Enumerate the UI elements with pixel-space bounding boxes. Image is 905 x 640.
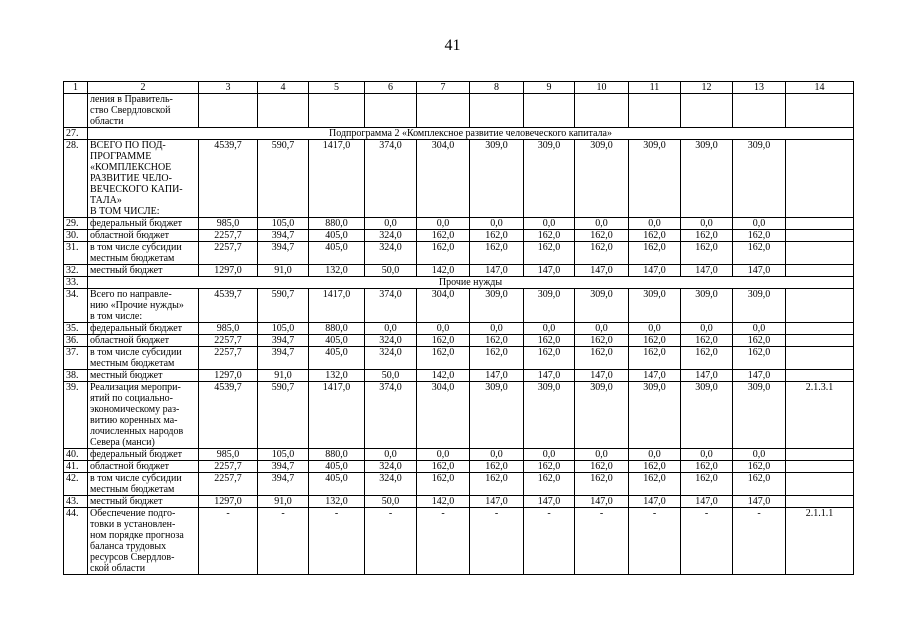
value-cell-col-3: 2257,7	[199, 242, 258, 265]
value-cell-col-3: 4539,7	[199, 140, 258, 218]
row-number: 37.	[64, 347, 88, 370]
value-cell-col-11: 162,0	[629, 335, 681, 347]
row-number: 27.	[64, 128, 88, 140]
value-cell-col-10: 147,0	[575, 265, 629, 277]
table-row	[64, 218, 854, 230]
value-cell-col-10: 162,0	[575, 473, 629, 496]
value-cell-col-6: 374,0	[365, 289, 417, 323]
column-header-6: 6	[365, 82, 417, 94]
value-cell-col-13: 162,0	[733, 230, 786, 242]
row-number: 40.	[64, 449, 88, 461]
value-cell-col-3: 4539,7	[199, 382, 258, 449]
value-cell-col-3	[199, 94, 258, 128]
value-cell-col-4: 394,7	[258, 473, 309, 496]
value-cell-col-6	[365, 94, 417, 128]
reference-cell	[786, 473, 854, 496]
value-cell-col-3: 985,0	[199, 449, 258, 461]
table-row	[64, 449, 854, 461]
value-cell-col-4: 394,7	[258, 335, 309, 347]
reference-cell: 2.1.3.1	[786, 382, 854, 449]
value-cell-col-8: 162,0	[470, 335, 524, 347]
row-number: 32.	[64, 265, 88, 277]
section-title: Прочие нужды	[88, 277, 854, 289]
value-cell-col-13: 0,0	[733, 218, 786, 230]
value-cell-col-13: 162,0	[733, 335, 786, 347]
value-cell-col-5: 1417,0	[309, 289, 365, 323]
value-cell-col-5: 405,0	[309, 242, 365, 265]
value-cell-col-6: 374,0	[365, 382, 417, 449]
row-number: 34.	[64, 289, 88, 323]
value-cell-col-9: 309,0	[524, 382, 575, 449]
table-row	[64, 370, 854, 382]
value-cell-col-8: 162,0	[470, 242, 524, 265]
value-cell-col-3: 2257,7	[199, 347, 258, 370]
value-cell-col-4	[258, 94, 309, 128]
value-cell-col-10: 147,0	[575, 370, 629, 382]
value-cell-col-7: 162,0	[417, 347, 470, 370]
value-cell-col-9: 162,0	[524, 347, 575, 370]
value-cell-col-8: 0,0	[470, 323, 524, 335]
value-cell-col-5: 880,0	[309, 449, 365, 461]
value-cell-col-7: 142,0	[417, 370, 470, 382]
value-cell-col-11: 0,0	[629, 218, 681, 230]
row-label: местный бюджет	[88, 265, 199, 277]
value-cell-col-8: 147,0	[470, 370, 524, 382]
value-cell-col-7	[417, 94, 470, 128]
value-cell-col-3: 4539,7	[199, 289, 258, 323]
reference-cell	[786, 461, 854, 473]
value-cell-col-12: 162,0	[681, 335, 733, 347]
value-cell-col-4: 590,7	[258, 289, 309, 323]
row-number: 38.	[64, 370, 88, 382]
row-label: федеральный бюджет	[88, 323, 199, 335]
value-cell-col-11: 309,0	[629, 382, 681, 449]
value-cell-col-11: 162,0	[629, 230, 681, 242]
value-cell-col-7: 304,0	[417, 289, 470, 323]
value-cell-col-13: 162,0	[733, 242, 786, 265]
value-cell-col-9: 309,0	[524, 289, 575, 323]
table-row	[64, 335, 854, 347]
value-cell-col-11: 309,0	[629, 289, 681, 323]
value-cell-col-11: 162,0	[629, 461, 681, 473]
reference-cell	[786, 94, 854, 128]
value-cell-col-11: 162,0	[629, 473, 681, 496]
row-number: 28.	[64, 140, 88, 218]
value-cell-col-10: 147,0	[575, 496, 629, 508]
value-cell-col-3: 1297,0	[199, 496, 258, 508]
value-cell-col-8: 309,0	[470, 382, 524, 449]
value-cell-col-6: 324,0	[365, 230, 417, 242]
value-cell-col-12: 0,0	[681, 218, 733, 230]
row-number: 39.	[64, 382, 88, 449]
table-row	[64, 265, 854, 277]
value-cell-col-8: 162,0	[470, 347, 524, 370]
value-cell-col-4: 91,0	[258, 496, 309, 508]
value-cell-col-12: 162,0	[681, 347, 733, 370]
row-label: в том числе субсидии местным бюджетам	[88, 347, 199, 370]
value-cell-col-10: 162,0	[575, 335, 629, 347]
value-cell-col-4: 394,7	[258, 242, 309, 265]
value-cell-col-13: 309,0	[733, 289, 786, 323]
value-cell-col-5: 132,0	[309, 370, 365, 382]
value-cell-col-13: 162,0	[733, 347, 786, 370]
value-cell-col-10: 162,0	[575, 461, 629, 473]
value-cell-col-12: 309,0	[681, 289, 733, 323]
section-row	[64, 277, 854, 289]
value-cell-col-3: 2257,7	[199, 230, 258, 242]
value-cell-col-11	[629, 94, 681, 128]
value-cell-col-4: 105,0	[258, 449, 309, 461]
section-row	[64, 128, 854, 140]
value-cell-col-4: 105,0	[258, 218, 309, 230]
reference-cell	[786, 449, 854, 461]
value-cell-col-4: 105,0	[258, 323, 309, 335]
value-cell-col-9: 147,0	[524, 496, 575, 508]
column-number-header-row	[64, 82, 854, 94]
value-cell-col-11: 0,0	[629, 323, 681, 335]
row-label: Обеспечение подго- товки в установлен- ном порядке прогноза баланса трудовых ресурсов Свердлов- ской области	[88, 508, 199, 575]
row-label: в том числе субсидии местным бюджетам	[88, 242, 199, 265]
value-cell-col-7: 142,0	[417, 265, 470, 277]
table-row	[64, 461, 854, 473]
value-cell-col-3: 985,0	[199, 218, 258, 230]
value-cell-col-6: 324,0	[365, 242, 417, 265]
reference-cell	[786, 347, 854, 370]
value-cell-col-10: -	[575, 508, 629, 575]
value-cell-col-8: 0,0	[470, 218, 524, 230]
row-label: областной бюджет	[88, 230, 199, 242]
value-cell-col-8	[470, 94, 524, 128]
value-cell-col-12: 162,0	[681, 473, 733, 496]
row-number: 41.	[64, 461, 88, 473]
value-cell-col-9	[524, 94, 575, 128]
value-cell-col-12: 147,0	[681, 370, 733, 382]
value-cell-col-6: 324,0	[365, 347, 417, 370]
row-number: 43.	[64, 496, 88, 508]
value-cell-col-11: 309,0	[629, 140, 681, 218]
value-cell-col-5: 880,0	[309, 323, 365, 335]
value-cell-col-8: 0,0	[470, 449, 524, 461]
row-label: местный бюджет	[88, 496, 199, 508]
row-number: 36.	[64, 335, 88, 347]
table-row	[64, 323, 854, 335]
row-label: федеральный бюджет	[88, 449, 199, 461]
reference-cell	[786, 323, 854, 335]
value-cell-col-4: 394,7	[258, 230, 309, 242]
value-cell-col-13	[733, 94, 786, 128]
row-number: 42.	[64, 473, 88, 496]
value-cell-col-10	[575, 94, 629, 128]
value-cell-col-10: 309,0	[575, 289, 629, 323]
value-cell-col-6: 324,0	[365, 335, 417, 347]
value-cell-col-6: 50,0	[365, 265, 417, 277]
value-cell-col-5: 880,0	[309, 218, 365, 230]
reference-cell	[786, 230, 854, 242]
row-label: ВСЕГО ПО ПОД- ПРОГРАММЕ «КОМПЛЕКСНОЕ РАЗВИТИЕ ЧЕЛО- ВЕЧЕСКОГО КАПИ- ТАЛА» В ТОМ ЧИСЛЕ:	[88, 140, 199, 218]
value-cell-col-6: 0,0	[365, 323, 417, 335]
value-cell-col-12	[681, 94, 733, 128]
row-label: Реализация меропри- ятий по социально- экономическому раз- витию коренных ма- лочисленных народов Севера (манси)	[88, 382, 199, 449]
value-cell-col-12: -	[681, 508, 733, 575]
value-cell-col-7: 162,0	[417, 335, 470, 347]
value-cell-col-8: 147,0	[470, 496, 524, 508]
value-cell-col-5: 405,0	[309, 230, 365, 242]
value-cell-col-6: 50,0	[365, 496, 417, 508]
value-cell-col-7: 0,0	[417, 218, 470, 230]
value-cell-col-10: 0,0	[575, 218, 629, 230]
value-cell-col-10: 0,0	[575, 323, 629, 335]
value-cell-col-12: 162,0	[681, 461, 733, 473]
column-header-14: 14	[786, 82, 854, 94]
value-cell-col-4: -	[258, 508, 309, 575]
value-cell-col-11: 0,0	[629, 449, 681, 461]
row-label: федеральный бюджет	[88, 218, 199, 230]
row-label: местный бюджет	[88, 370, 199, 382]
table-row	[64, 94, 854, 128]
value-cell-col-3: 2257,7	[199, 335, 258, 347]
value-cell-col-13: 147,0	[733, 370, 786, 382]
value-cell-col-11: 147,0	[629, 265, 681, 277]
value-cell-col-4: 394,7	[258, 461, 309, 473]
row-label: Всего по направле- нию «Прочие нужды» в том числе:	[88, 289, 199, 323]
value-cell-col-12: 0,0	[681, 449, 733, 461]
column-header-5: 5	[309, 82, 365, 94]
value-cell-col-4: 91,0	[258, 370, 309, 382]
value-cell-col-7: 304,0	[417, 382, 470, 449]
value-cell-col-13: 147,0	[733, 496, 786, 508]
reference-cell	[786, 496, 854, 508]
value-cell-col-13: 309,0	[733, 382, 786, 449]
value-cell-col-7: -	[417, 508, 470, 575]
value-cell-col-9: 309,0	[524, 140, 575, 218]
value-cell-col-5: 132,0	[309, 496, 365, 508]
column-header-8: 8	[470, 82, 524, 94]
budget-table	[63, 81, 854, 575]
reference-cell	[786, 289, 854, 323]
value-cell-col-10: 309,0	[575, 382, 629, 449]
value-cell-col-7: 162,0	[417, 473, 470, 496]
value-cell-col-12: 147,0	[681, 265, 733, 277]
value-cell-col-6: 324,0	[365, 473, 417, 496]
value-cell-col-9: 162,0	[524, 473, 575, 496]
row-label: областной бюджет	[88, 335, 199, 347]
column-header-3: 3	[199, 82, 258, 94]
value-cell-col-12: 309,0	[681, 382, 733, 449]
column-header-11: 11	[629, 82, 681, 94]
column-header-2: 2	[88, 82, 199, 94]
value-cell-col-10: 162,0	[575, 242, 629, 265]
table-row	[64, 508, 854, 575]
value-cell-col-11: 162,0	[629, 242, 681, 265]
row-number: 30.	[64, 230, 88, 242]
reference-cell	[786, 335, 854, 347]
table-row	[64, 347, 854, 370]
value-cell-col-10: 309,0	[575, 140, 629, 218]
value-cell-col-9: 162,0	[524, 461, 575, 473]
value-cell-col-12: 162,0	[681, 230, 733, 242]
value-cell-col-8: 309,0	[470, 140, 524, 218]
value-cell-col-6: 0,0	[365, 218, 417, 230]
value-cell-col-5: 405,0	[309, 461, 365, 473]
value-cell-col-6: 374,0	[365, 140, 417, 218]
table-row	[64, 230, 854, 242]
value-cell-col-6: 50,0	[365, 370, 417, 382]
value-cell-col-9: -	[524, 508, 575, 575]
value-cell-col-9: 0,0	[524, 323, 575, 335]
table-row	[64, 140, 854, 218]
row-label: в том числе субсидии местным бюджетам	[88, 473, 199, 496]
column-header-7: 7	[417, 82, 470, 94]
value-cell-col-6: 0,0	[365, 449, 417, 461]
value-cell-col-9: 0,0	[524, 449, 575, 461]
value-cell-col-6: 324,0	[365, 461, 417, 473]
value-cell-col-5: 405,0	[309, 473, 365, 496]
reference-cell: 2.1.1.1	[786, 508, 854, 575]
value-cell-col-13: 0,0	[733, 449, 786, 461]
value-cell-col-11: 147,0	[629, 370, 681, 382]
row-number: 44.	[64, 508, 88, 575]
value-cell-col-5: 1417,0	[309, 140, 365, 218]
value-cell-col-3: -	[199, 508, 258, 575]
value-cell-col-8: 162,0	[470, 473, 524, 496]
value-cell-col-8: 309,0	[470, 289, 524, 323]
value-cell-col-9: 147,0	[524, 265, 575, 277]
column-header-1: 1	[64, 82, 88, 94]
column-header-13: 13	[733, 82, 786, 94]
row-number: 33.	[64, 277, 88, 289]
row-number: 35.	[64, 323, 88, 335]
value-cell-col-8: -	[470, 508, 524, 575]
value-cell-col-8: 162,0	[470, 461, 524, 473]
row-number: 31.	[64, 242, 88, 265]
table-row	[64, 473, 854, 496]
value-cell-col-9: 162,0	[524, 230, 575, 242]
value-cell-col-3: 985,0	[199, 323, 258, 335]
value-cell-col-4: 394,7	[258, 347, 309, 370]
value-cell-col-12: 162,0	[681, 242, 733, 265]
reference-cell	[786, 218, 854, 230]
value-cell-col-5: 132,0	[309, 265, 365, 277]
table-row	[64, 242, 854, 265]
page-number: 41	[444, 37, 461, 54]
value-cell-col-9: 162,0	[524, 242, 575, 265]
value-cell-col-7: 162,0	[417, 461, 470, 473]
value-cell-col-11: 147,0	[629, 496, 681, 508]
reference-cell	[786, 242, 854, 265]
reference-cell	[786, 140, 854, 218]
reference-cell	[786, 265, 854, 277]
value-cell-col-3: 1297,0	[199, 265, 258, 277]
table-row	[64, 289, 854, 323]
value-cell-col-12: 147,0	[681, 496, 733, 508]
value-cell-col-11: -	[629, 508, 681, 575]
value-cell-col-8: 162,0	[470, 230, 524, 242]
value-cell-col-7: 0,0	[417, 449, 470, 461]
value-cell-col-13: 162,0	[733, 461, 786, 473]
value-cell-col-13: 309,0	[733, 140, 786, 218]
value-cell-col-5: 1417,0	[309, 382, 365, 449]
value-cell-col-9: 0,0	[524, 218, 575, 230]
value-cell-col-12: 0,0	[681, 323, 733, 335]
value-cell-col-6: -	[365, 508, 417, 575]
value-cell-col-8: 147,0	[470, 265, 524, 277]
value-cell-col-5: -	[309, 508, 365, 575]
column-header-10: 10	[575, 82, 629, 94]
value-cell-col-10: 162,0	[575, 230, 629, 242]
value-cell-col-5: 405,0	[309, 347, 365, 370]
value-cell-col-7: 142,0	[417, 496, 470, 508]
value-cell-col-13: 0,0	[733, 323, 786, 335]
column-header-12: 12	[681, 82, 733, 94]
value-cell-col-11: 162,0	[629, 347, 681, 370]
value-cell-col-12: 309,0	[681, 140, 733, 218]
value-cell-col-5	[309, 94, 365, 128]
value-cell-col-7: 162,0	[417, 242, 470, 265]
value-cell-col-9: 147,0	[524, 370, 575, 382]
column-header-9: 9	[524, 82, 575, 94]
value-cell-col-4: 590,7	[258, 382, 309, 449]
reference-cell	[786, 370, 854, 382]
row-label: областной бюджет	[88, 461, 199, 473]
value-cell-col-13: 147,0	[733, 265, 786, 277]
value-cell-col-3: 2257,7	[199, 461, 258, 473]
row-number	[64, 94, 88, 128]
value-cell-col-9: 162,0	[524, 335, 575, 347]
value-cell-col-7: 0,0	[417, 323, 470, 335]
value-cell-col-4: 91,0	[258, 265, 309, 277]
value-cell-col-13: 162,0	[733, 473, 786, 496]
value-cell-col-4: 590,7	[258, 140, 309, 218]
value-cell-col-7: 162,0	[417, 230, 470, 242]
row-label: ления в Правитель- ство Свердловской области	[88, 94, 199, 128]
value-cell-col-10: 162,0	[575, 347, 629, 370]
table-row	[64, 496, 854, 508]
value-cell-col-3: 1297,0	[199, 370, 258, 382]
column-header-4: 4	[258, 82, 309, 94]
table-row	[64, 382, 854, 449]
row-number: 29.	[64, 218, 88, 230]
value-cell-col-13: -	[733, 508, 786, 575]
value-cell-col-3: 2257,7	[199, 473, 258, 496]
section-title: Подпрограмма 2 «Комплексное развитие человеческого капитала»	[88, 128, 854, 140]
value-cell-col-5: 405,0	[309, 335, 365, 347]
value-cell-col-10: 0,0	[575, 449, 629, 461]
value-cell-col-7: 304,0	[417, 140, 470, 218]
